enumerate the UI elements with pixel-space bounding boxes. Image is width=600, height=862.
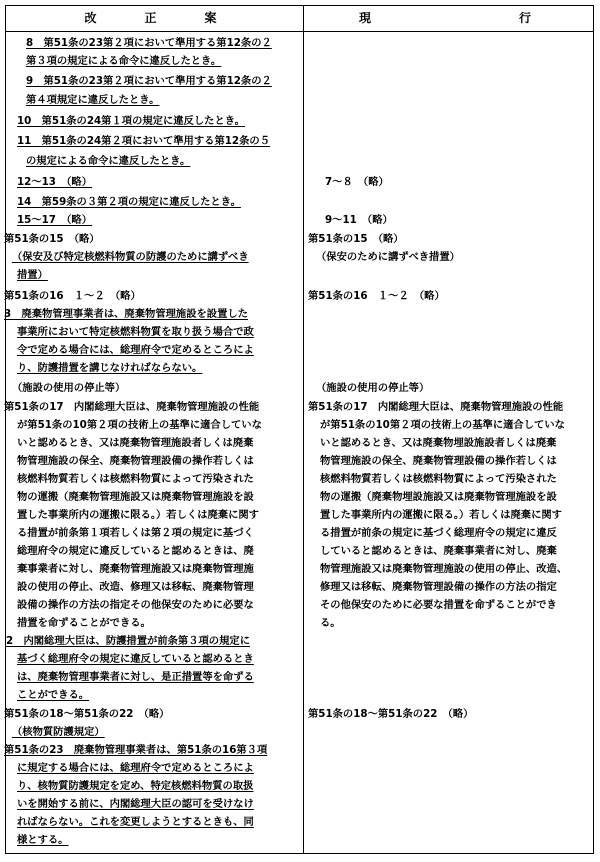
revised-text-line: 物管理施設の保全、廃棄物管理設備の操作若しくは xyxy=(17,455,254,467)
revised-text-line: （核物質防護規定） xyxy=(12,726,105,738)
current-text-line: 物の運搬（廃棄物埋設施設又は廃棄物管理施設を設 xyxy=(320,491,557,503)
revised-text-line: 12～13 （略） xyxy=(17,176,92,188)
current-text-line: が第51条の10第２項の技術上の基準に適合していな xyxy=(320,419,565,431)
revised-text-line: は、廃棄物管理事業者に対し、是正措置等を命ずる xyxy=(17,671,254,683)
current-text-line: （施設の使用の停止等） xyxy=(316,382,430,394)
revised-text-line: 8 第51条の23第２項において準用する第12条の２ xyxy=(26,37,272,49)
revised-text-line: 第51条の16 １～２ （略） xyxy=(4,290,141,302)
column-divider xyxy=(303,6,304,853)
revised-text-line: 第３項の規定による命令に違反したとき。 xyxy=(26,55,222,67)
revised-text-line: に規定する場合には、総理府令で定めるところによ xyxy=(17,762,254,774)
revised-text-line: （施設の使用の停止等） xyxy=(12,382,126,394)
revised-text-line: り、核物質防護規定を定め、特定核燃料物質の取扱 xyxy=(17,780,254,792)
revised-text-line: 総理府令の規定に違反していると認めるときは、廃 xyxy=(17,545,254,557)
revised-text-line: 措置を命ずることができる。 xyxy=(17,617,151,629)
revised-text-line: 10 第51条の24第１項の規定に違反したとき。 xyxy=(17,115,245,127)
current-text-line: る措置が前条の規定に基づく総理府令の規定に違反 xyxy=(320,527,557,539)
revised-text-line: ればならない。これを変更しようとするときも、同 xyxy=(17,816,254,828)
current-text-line: 第51条の16 １～２ （略） xyxy=(308,290,445,302)
current-text-line: る。 xyxy=(320,617,341,629)
table-header-row xyxy=(6,6,593,32)
revised-text-line: 14 第59条の３第２項の規定に違反したとき。 xyxy=(17,196,241,208)
revised-text-line: 2 内閣総理大臣は、防護措置が前条第３項の規定に xyxy=(6,635,250,647)
revised-text-line: 第51条の15 （略） xyxy=(4,233,100,245)
revised-text-line: 基づく総理府令の規定に違反していると認めるとき xyxy=(17,653,254,665)
revised-text-line: 9 第51条の23第２項において準用する第12条の２ xyxy=(26,75,272,87)
current-text-line: 核燃料物質若しくは核燃料物質によって汚染された xyxy=(320,473,557,485)
revised-text-line: 様とする。 xyxy=(17,834,69,846)
revised-text-line: 措置） xyxy=(17,269,48,281)
current-text-line: 置した事業所内の運搬に限る。）若しくは廃棄に関す xyxy=(320,509,562,521)
revised-text-line: 設備の操作の方法の指定その他保安のために必要な xyxy=(17,599,254,611)
revised-text-line: 第４項規定に違反したとき。 xyxy=(26,94,160,106)
revised-text-line: 物の運搬（廃棄物管理施設又は廃棄物管理施設を設 xyxy=(17,491,254,503)
current-text-line: 修理又は移転、廃棄物管理設備の操作の方法の指定 xyxy=(320,581,557,593)
revised-text-line: る措置が前条第１項若しくは第２項の規定に基づく xyxy=(17,527,254,539)
current-text-line: 7～８ （略） xyxy=(325,176,389,188)
current-text-line: 9～11 （略） xyxy=(325,214,393,226)
current-text-line: 第51条の17 内閣総理大臣は、廃棄物管理施設の性能 xyxy=(308,401,564,413)
current-text-line: 物管理施設又は廃棄物管理施設の使用の停止、改造、 xyxy=(320,563,568,575)
current-text-line: していると認めるときは、廃棄事業者に対し、廃棄 xyxy=(320,545,557,557)
revised-text-line: の規定による命令に違反したとき。 xyxy=(26,155,191,167)
revised-text-line: 第51条の23 廃棄物管理事業者は、第51条の16第３項 xyxy=(4,744,268,756)
revised-text-line: 11 第51条の24第２項において準用する第12条の５ xyxy=(17,135,270,147)
revised-text-line: 15～17 （略） xyxy=(17,214,92,226)
revised-text-line: 3 廃棄物管理事業者は、廃棄物管理施設を設置した xyxy=(4,308,248,320)
header-revised-draft: 改 正 案 xyxy=(84,11,225,25)
revised-text-line: ことができる。 xyxy=(17,689,90,701)
revised-text-line: り、防護措置を講じなければならない。 xyxy=(17,362,203,374)
revised-text-line: いを開始する前に、内閣総理大臣の認可を受けなけ xyxy=(17,798,254,810)
revised-text-line: 置した事業所内の運搬に限る。）若しくは廃棄に関す xyxy=(17,509,259,521)
header-current-text: 現 行 xyxy=(358,11,539,25)
revised-text-line: 設の使用の停止、改造、修理又は移転、廃棄物管理 xyxy=(17,581,254,593)
revised-text-line: 棄事業者に対し、廃棄物管理施設又は廃棄物管理施 xyxy=(17,563,254,575)
revised-text-line: 令で定める場合には、総理府令で定めるところによ xyxy=(17,344,254,356)
current-text-line: いと認めるとき、又は廃棄物埋設施設者しくは廃棄 xyxy=(320,437,557,449)
revised-text-line: が第51条の10第２項の技術上の基準に適合していな xyxy=(17,419,262,431)
current-text-line: 第51条の15 （略） xyxy=(308,233,404,245)
revised-text-line: いと認めるとき、又は廃棄物管理施設者しくは廃棄 xyxy=(17,437,254,449)
current-text-line: （保安のために講ずべき措置） xyxy=(316,251,460,263)
revised-text-line: （保安及び特定核燃料物質の防護のために講ずべき xyxy=(12,251,249,263)
revised-text-line: 事業所において特定核燃料物質を取り扱う場合で政 xyxy=(17,326,254,338)
current-text-line: その他保安のために必要な措置を命ずることができ xyxy=(320,599,557,611)
revised-text-line: 第51条の18～第51条の22 （略） xyxy=(4,708,170,720)
current-text-line: 物管理施設の保全、廃棄物管理設備の操作若しくは xyxy=(320,455,557,467)
revised-text-line: 第51条の17 内閣総理大臣は、廃棄物管理施設の性能 xyxy=(4,401,260,413)
revised-text-line: 核燃料物質若しくは核燃料物質によって汚染された xyxy=(17,473,254,485)
current-text-line: 第51条の18～第51条の22 （略） xyxy=(308,708,474,720)
